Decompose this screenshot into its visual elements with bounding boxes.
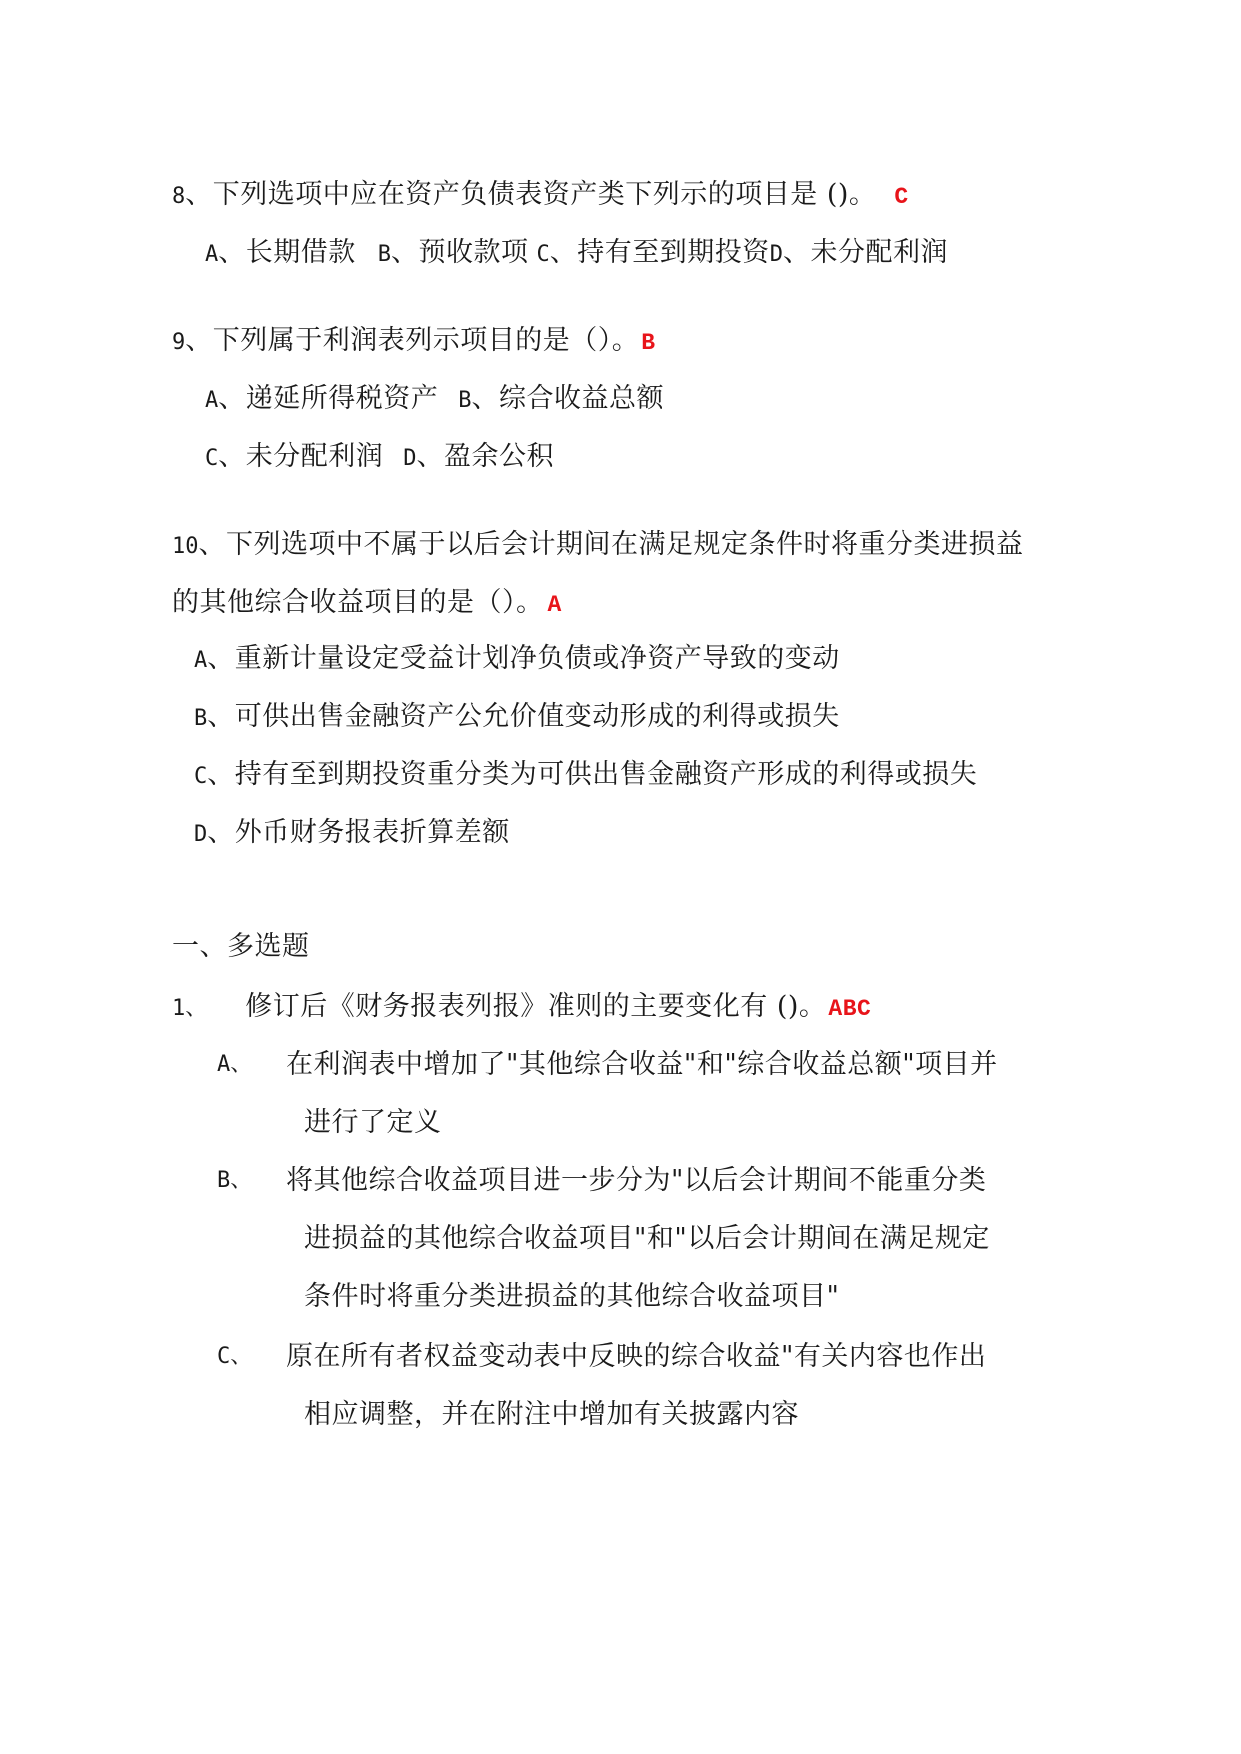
q8-option-b-letter: B [377, 242, 391, 267]
q8-option-a-text: 、长期借款 [218, 237, 356, 268]
q8-stem-line [172, 178, 909, 214]
q9-option-c-letter: C [205, 446, 219, 471]
q9-option-a-text: 、递延所得税资产 [218, 383, 439, 414]
q9-stem-line [172, 324, 656, 360]
q10-option-b-text: 、可供出售金融资产公允价值变动形成的利得或损失 [207, 701, 840, 732]
mq1-stem: 修订后《财务报表列报》准则的主要变化有 ()。 [245, 991, 827, 1022]
mq1-option-b-line-3: 条件时将重分类进损益的其他综合收益项目" [304, 1281, 840, 1312]
q8-option-c-letter: C [536, 242, 550, 267]
q10-stem-2: 的其他综合收益项目的是（）。 [172, 587, 544, 618]
q8-stem: 、下列选项中应在资产负债表资产类下列示的项目是 ()。 [185, 179, 877, 210]
mq1-stem-line [172, 990, 871, 1026]
mq1-option-a-line-2: 进行了定义 [304, 1107, 442, 1138]
q8-options-line [205, 236, 948, 272]
q8-option-a-letter: A [205, 242, 219, 267]
mq1-option-a-letter: A、 [217, 1052, 253, 1077]
q9-option-d-letter: D [403, 446, 417, 471]
q10-option-a-text: 、重新计量设定受益计划净负债或净资产导致的变动 [207, 643, 840, 674]
section-heading: 一、多选题 [172, 931, 310, 962]
q10-option-b-letter: B [194, 706, 208, 731]
q8-option-d-letter: D [769, 242, 783, 267]
q9-options-line-2 [205, 440, 554, 476]
q10-stem-line-1 [172, 528, 1024, 564]
q9-number: 9 [172, 330, 186, 355]
q10-option-b [194, 700, 840, 736]
q8-option-d-text: 、未分配利润 [783, 237, 948, 268]
q9-options-line-1 [205, 382, 664, 418]
mq1-option-c-letter: C、 [217, 1344, 253, 1369]
mq1-option-b-line-2: 进损益的其他综合收益项目"和"以后会计期间在满足规定 [304, 1223, 990, 1254]
q10-stem-line-2 [172, 586, 562, 622]
q8-option-c-text: 、持有至到期投资 [549, 237, 770, 268]
q10-option-c-text: 、持有至到期投资重分类为可供出售金融资产形成的利得或损失 [207, 759, 978, 790]
q9-option-b-text: 、综合收益总额 [471, 383, 664, 414]
mq1-answer: ABC [828, 996, 872, 1022]
q8-answer: C [894, 184, 909, 210]
mq1-option-b-letter: B、 [217, 1168, 253, 1193]
q8-number: 8 [172, 184, 186, 209]
mq1-option-a-line-1: 在利润表中增加了"其他综合收益"和"综合收益总额"项目并 [286, 1049, 998, 1080]
q9-answer: B [641, 330, 656, 356]
q10-stem-1: 、下列选项中不属于以后会计期间在满足规定条件时将重分类进损益 [198, 529, 1024, 560]
q9-option-c-text: 、未分配利润 [218, 441, 384, 472]
q10-option-a [194, 642, 840, 678]
q10-number: 10 [172, 534, 199, 559]
mq1-option-c-line-2: 相应调整，并在附注中增加有关披露内容 [304, 1399, 799, 1430]
q9-stem: 、下列属于利润表列示项目的是（）。 [185, 325, 640, 356]
q9-option-a-letter: A [205, 388, 219, 413]
q10-option-d-letter: D [194, 822, 208, 847]
q10-option-c [194, 758, 977, 794]
mq1-option-c-line-1: 原在所有者权益变动表中反映的综合收益"有关内容也作出 [286, 1341, 987, 1372]
q10-option-d-text: 、外币财务报表折算差额 [207, 817, 510, 848]
q9-option-d-text: 、盈余公积 [416, 441, 554, 472]
mq1-option-b-line-1: 将其他综合收益项目进一步分为"以后会计期间不能重分类 [286, 1165, 987, 1196]
q10-option-d [194, 816, 510, 852]
q8-option-b-text: 、预收款项 [391, 237, 529, 268]
q10-option-c-letter: C [194, 764, 208, 789]
q10-answer: A [547, 592, 562, 618]
q9-option-b-letter: B [458, 388, 472, 413]
q10-option-a-letter: A [194, 648, 208, 673]
mq1-number: 1、 [172, 996, 208, 1021]
